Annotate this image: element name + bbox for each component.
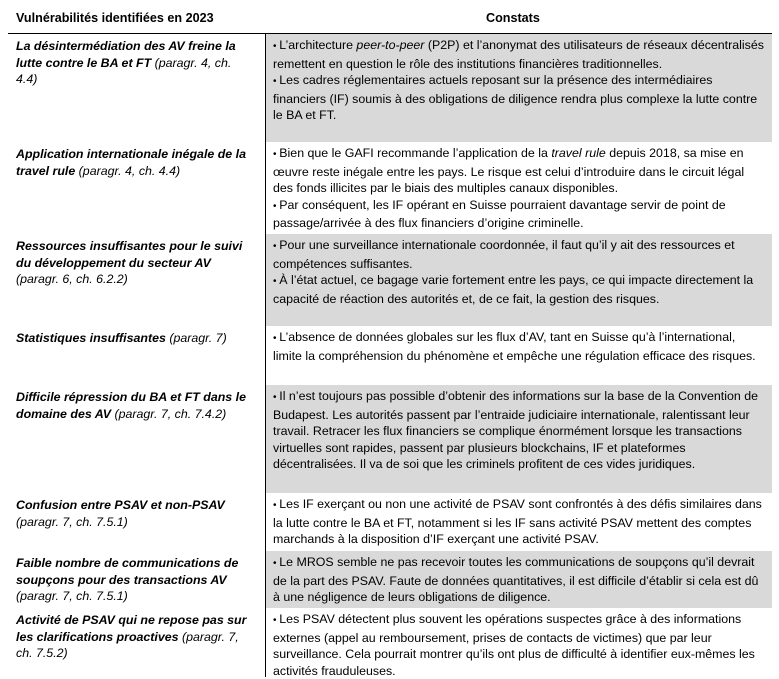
findings-cell: [265, 608, 772, 677]
finding-text: Les cadres réglementaires actuels reposant sur la présence des intermédiaires financiers (IF) soumis à des obligations de diligence rendra plus complexe la lutte contre le BA et FT.: [273, 73, 758, 123]
paragraph-reference: (paragr. 7): [165, 331, 227, 345]
table-row: [8, 142, 772, 234]
finding-text: peer-to-peer: [356, 38, 425, 52]
finding-text: (P2P) et l’anonymat des utilisateurs de réseaux décentralisés remettent en question le rôle des institutions financières traditionnelles.: [273, 38, 764, 71]
header-vulnerabilities: Vulnérabilités identifiées en 2023: [16, 11, 214, 25]
findings-cell: [265, 385, 772, 493]
paragraph-reference: (paragr. 4, ch. 4.4): [75, 163, 181, 178]
findings-cell: [265, 326, 772, 385]
finding-bullet: [273, 145, 766, 197]
finding-text: L’absence de données globales sur les flux d’AV, tant en Suisse qu’à l’international, limite la compréhension du phénomène et empêche une régulation efficace des risques.: [273, 330, 756, 363]
finding-bullet: [273, 611, 766, 679]
paragraph-reference: (paragr. 7, ch. 7.5.1): [16, 589, 128, 603]
paragraph-reference: (paragr. 7, ch. 7.5.1): [16, 514, 128, 529]
finding-text: Les PSAV détectent plus souvent les opérations suspectes grâce à des informations externes (appel au remboursement, prises de contacts de victimes) que par leur surveillance. Cela pourrait montrer qu’ils ont plus de difficulté à identifier eux-mêmes les activités frauduleuses.: [273, 612, 755, 678]
table-row: [8, 493, 772, 551]
finding-bullet: [273, 388, 766, 473]
findings-cell: [265, 493, 772, 551]
vulnerability-title: Statistiques insuffisantes: [16, 331, 166, 345]
finding-text: depuis 2018, sa mise en œuvre reste inégale entre les pays. Le risque est celui d’introduire dans le circuit légal des fonds illicites par le biais des multiples canaux disponibles.: [273, 146, 745, 196]
findings-cell: [265, 551, 772, 608]
vulnerability-cell: [16, 555, 254, 605]
vulnerability-title: Confusion entre PSAV et non-PSAV: [16, 498, 225, 512]
paragraph-reference: (paragr. 6, ch. 6.2.2): [16, 272, 128, 286]
table-row: [8, 234, 772, 326]
vulnerability-title: La désintermédiation des AV freine la lutte contre le BA et FT: [16, 39, 236, 70]
vulnerability-cell: [16, 497, 254, 530]
paragraph-reference: (paragr. 7, ch. 7.4.2): [111, 406, 227, 421]
finding-bullet: [273, 496, 766, 548]
table-row: [8, 551, 772, 608]
findings-cell: [265, 234, 772, 326]
findings-cell: [265, 142, 772, 234]
finding-text: Les IF exerçant ou non une activité de PSAV sont confrontés à des défis similaires dans la lutte contre le BA et FT, notamment si les IF sans activité PSAV mettent des comptes marchands à la disposition d’IF exerçant une activité PSAV.: [273, 497, 762, 547]
vulnerability-cell: [16, 330, 254, 347]
vulnerability-cell: [16, 38, 254, 88]
finding-bullet: [273, 197, 766, 232]
vulnerability-title: Ressources insuffisantes pour le suivi du développement du secteur AV: [16, 239, 243, 270]
table-row: [8, 34, 772, 142]
finding-text: Il n’est toujours pas possible d’obtenir des informations sur la base de la Convention de Budapest. Les autorités passent par l’entraide judiciaire internationale, ralentissant leur travail. Retracer les flux financiers se complique énormément lorsque les transactions virtuelles sont rapides, passent par plusieurs blockchains, IF et plateformes décentralisées. Il va de soi que les criminels profitent de ces vides juridiques.: [273, 389, 758, 472]
vulnerability-title: Application internationale inégale de la travel rule: [16, 147, 246, 178]
table-row: [8, 385, 772, 493]
vulnerability-title: Faible nombre de communications de soupçons pour des transactions AV: [16, 556, 239, 587]
finding-text: Par conséquent, les IF opérant en Suisse pourraient davantage servir de point de passage/arrivée à des flux financiers d’origine criminelle.: [273, 197, 726, 231]
finding-text: travel rule: [551, 146, 606, 160]
table-header: [0, 0, 779, 34]
finding-bullet: [273, 37, 766, 72]
findings-cell: [265, 34, 772, 142]
vulnerability-cell: [16, 389, 254, 422]
paragraph-reference: (paragr. 4, ch. 4.4): [16, 55, 232, 86]
vulnerability-cell: [16, 146, 254, 179]
finding-text: Bien que le GAFI recommande l’application de la: [279, 146, 552, 160]
vulnerability-cell: [16, 238, 254, 288]
vulnerability-title: Activité de PSAV qui ne repose pas sur les clarifications proactives: [16, 613, 247, 644]
finding-text: Le MROS semble ne pas recevoir toutes les communications de soupçons qu’il devrait de la part des PSAV. Faute de données quantitatives, il est difficile d’établir si cela est dû à une négligence de leurs obligations de diligence.: [273, 555, 759, 605]
header-findings: Constats: [486, 11, 540, 25]
table-row: [8, 608, 772, 677]
paragraph-reference: (paragr. 7, ch. 7.5.2): [16, 629, 239, 660]
finding-text: À l’état actuel, ce bagage varie fortement entre les pays, ce qui impacte directement la capacité de réaction des autorités et, de ce fait, la gestion des risques.: [273, 273, 754, 306]
finding-bullet: [273, 72, 766, 124]
table-row: [8, 326, 772, 385]
finding-bullet: [273, 329, 766, 364]
finding-text: L’architecture: [279, 38, 357, 52]
finding-bullet: [273, 272, 766, 307]
finding-bullet: [273, 237, 766, 272]
finding-bullet: [273, 554, 766, 606]
finding-text: Pour une surveillance internationale coordonnée, il faut qu’il y ait des ressources et compétences suffisantes.: [273, 238, 735, 271]
vulnerability-cell: [16, 612, 254, 662]
vulnerability-title: Difficile répression du BA et FT dans le domaine des AV: [16, 390, 246, 421]
